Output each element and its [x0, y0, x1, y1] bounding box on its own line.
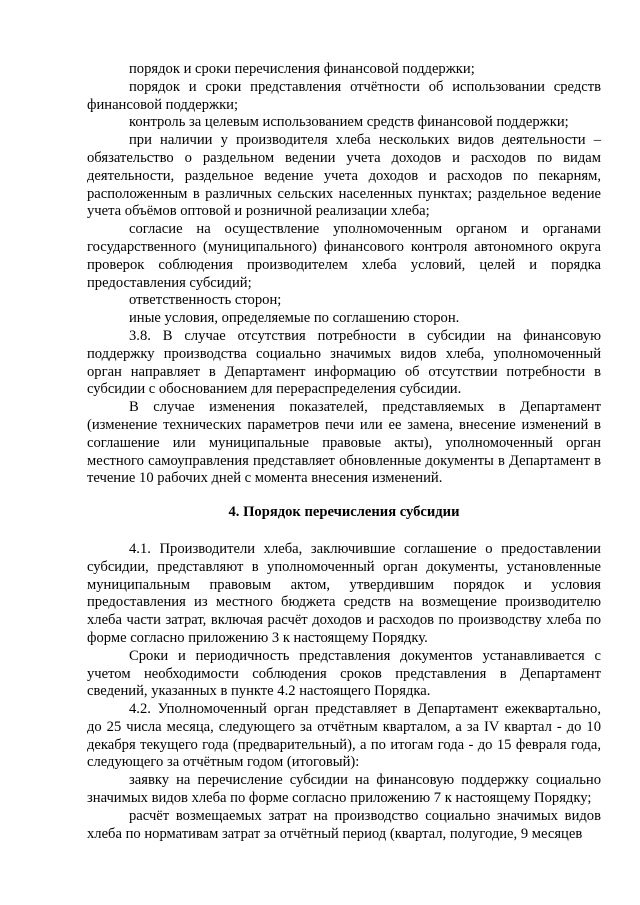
paragraph: 4.2. Уполномоченный орган представляет в Департамент ежеквартально, до 25 числа месяца, следующего за отчётным кварталом, а за IV квартал - до 10 декабря текущего года (предварительный), а по итогам года - до 15 февраля года, следующего за отчётным годом (итоговый):: [87, 701, 601, 771]
paragraph: 3.8. В случае отсутствия потребности в субсидии на финансовую поддержку производства социально значимых видов хлеба, уполномоченный орган направляет в Департамент информацию об отсутствии потребности в субсидии с обоснованием для перераспределения субсидии.: [87, 327, 601, 398]
paragraph: согласие на осуществление уполномоченным органом и органами государственного (муниципального) финансового контроля автономного округа проверок соблюдения производителем хлеба условий, целей и порядка предоставления субсидий;: [87, 221, 601, 291]
paragraph: порядок и сроки перечисления финансовой поддержки;: [129, 61, 475, 77]
paragraph: заявку на перечисление субсидии на финансовую поддержку социально значимых видов хлеба по форме согласно приложению 7 к настоящему Порядку;: [87, 772, 601, 807]
paragraph: расчёт возмещаемых затрат на производство социально значимых видов хлеба по нормативам затрат за отчётный период (квартал, полугодие, 9 месяцев: [87, 807, 601, 842]
paragraph: В случае изменения показателей, представляемых в Департамент (изменение технических параметров печи или ее замена, внесение изменений в соглашение или муниципальные правовые акты), уполномоченный орган местного самоуправления представляет обновленные документы в Департамент в течение 10 рабочих дней с момента внесения изменений.: [87, 399, 601, 487]
section-heading: 4. Порядок перечисления субсидии: [228, 504, 460, 521]
paragraph: при наличии у производителя хлеба нескольких видов деятельности – обязательство о раздельном ведении учета доходов и расходов по видам деятельности, раздельное ведение учета доходов и расходов по пекарням, расположенным в различных сельских населенных пунктах; раздельное ведение учета объёмов оптовой и розничной реализации хлеба;: [87, 132, 601, 220]
document-page: [87, 61, 601, 843]
paragraph: Сроки и периодичность представления документов устанавливается с учетом необходимости соблюдения сроков представления в Департамент сведений, указанных в пункте 4.2 настоящего Порядка.: [87, 647, 601, 700]
paragraph: иные условия, определяемые по соглашению сторон.: [129, 310, 460, 327]
paragraph: ответственность сторон;: [129, 292, 282, 309]
paragraph: порядок и сроки представления отчётности об использовании средств финансовой поддержки;: [87, 78, 601, 113]
paragraph: контроль за целевым использованием средств финансовой поддержки;: [129, 114, 569, 131]
paragraph: 4.1. Производители хлеба, заключившие соглашение о предоставлении субсидии, представляют в уполномоченный орган документы, установленные муниципальным правовым актом, утвердившим порядок и условия предоставления из местного бюджета средств на возмещение производителю хлеба части затрат, включая расчёт доходов и расходов по производству хлеба по форме согласно приложению 3 к настоящему Порядку.: [87, 540, 601, 646]
